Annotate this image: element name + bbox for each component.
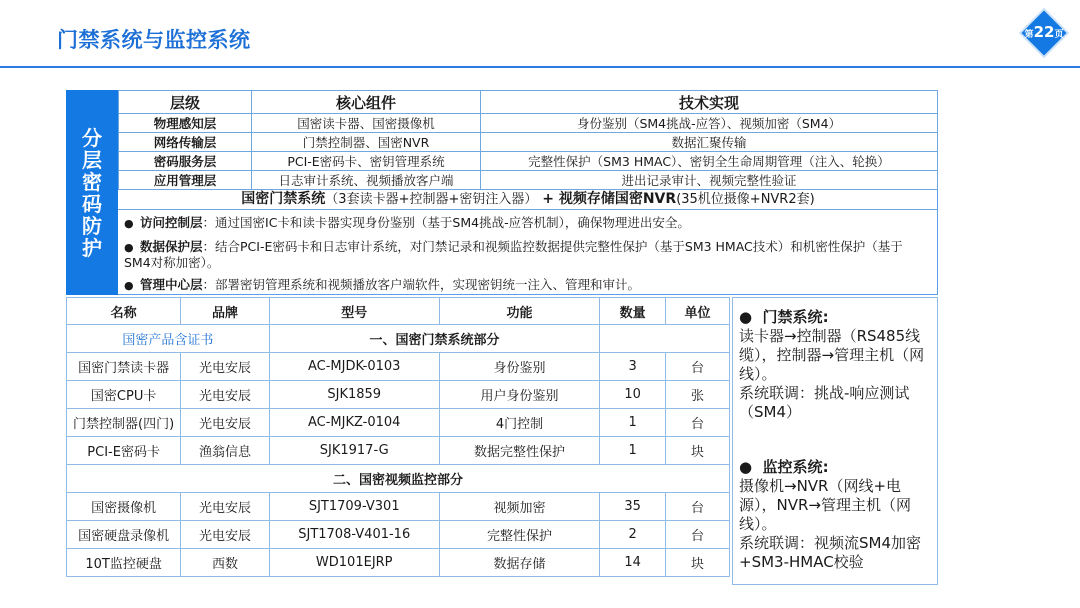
deployment-notes [732,297,938,585]
product-function: 完整性保护 [439,521,600,549]
components-cell: 日志审计系统、视频播放客户端 [252,171,481,190]
section-title-access: 一、国密门禁系统部分 [269,325,599,353]
section-row [67,325,730,353]
table-row [67,437,730,465]
components-cell: PCI-E密码卡、密钥管理系统 [252,152,481,171]
page-number: 22 [1033,23,1055,41]
summary-access: 国密门禁系统 [241,191,326,207]
bullet-icon: ● [739,308,763,326]
product-qty: 3 [600,353,666,381]
product-function: 视频加密 [439,493,600,521]
product-brand: 光电安辰 [181,353,270,381]
table-row [119,171,938,190]
summary-access-detail: （3套读卡器+控制器+密钥注入器） [325,192,538,207]
bullet-label: 数据保护层 [140,239,203,254]
tech-cell: 数据汇聚传输 [481,133,938,152]
components-cell: 国密读卡器、国密摄像机 [252,114,481,133]
bullet-item [124,239,924,270]
header-components: 核心组件 [252,91,481,114]
header-unit: 单位 [666,298,730,325]
product-name: 国密摄像机 [67,493,181,521]
product-brand: 光电安辰 [181,521,270,549]
product-model: SJK1859 [269,381,439,409]
table-row [119,133,938,152]
header-qty: 数量 [600,298,666,325]
table-row [119,152,938,171]
product-unit: 张 [666,381,730,409]
product-model: WD101EJRP [269,549,439,577]
product-function: 身份鉴别 [439,353,600,381]
bullet-item [124,215,924,231]
product-qty: 1 [600,437,666,465]
bullet-text: ：通过国密IC卡和读卡器实现身份鉴别（基于SM4挑战-应答机制），确保物理进出安全。 [202,215,690,230]
product-name: 国密硬盘录像机 [67,521,181,549]
sidebar-label: 分层密码防护 [66,90,118,295]
bullet-icon: ● [739,458,763,476]
header-model: 型号 [269,298,439,325]
bullet-label: 管理中心层 [140,277,203,292]
tech-cell: 进出记录审计、视频完整性验证 [481,171,938,190]
product-function: 用户身份鉴别 [439,381,600,409]
product-qty: 2 [600,521,666,549]
section-title-monitor: 二、国密视频监控部分 [67,465,730,493]
level-cell: 应用管理层 [119,171,252,190]
tech-cell: 身份鉴别（SM4挑战-应答）、视频加密（SM4） [481,114,938,133]
access-wiring: 读卡器→控制器（RS485线缆），控制器→管理主机（网线）。 [739,327,925,383]
bullet-text: ：结合PCI-E密码卡和日志审计系统，对门禁记录和视频监控数据提供完整性保护（基于SM3 HMAC技术）和机密性保护（基于SM4对称加密）。 [124,239,903,270]
product-qty: 35 [600,493,666,521]
bullet-icon: ● [124,241,134,254]
cert-link[interactable]: 国密产品含证书 [67,325,270,353]
system-summary [118,188,938,210]
product-unit: 块 [666,549,730,577]
monitor-test: 系统联调：视频流SM4加密+SM3-HMAC校验 [739,534,922,571]
table-row [119,114,938,133]
title-divider [0,66,1080,68]
product-qty: 1 [600,409,666,437]
table-row [67,353,730,381]
header-brand: 品牌 [181,298,270,325]
page-suffix: 页 [1054,30,1064,40]
empty-cell [600,325,730,353]
product-unit: 台 [666,521,730,549]
product-table-header [67,298,730,325]
product-model: AC-MJKZ-0104 [269,409,439,437]
product-model: SJT1709-V301 [269,493,439,521]
level-cell: 物理感知层 [119,114,252,133]
layer-table-header [119,91,938,114]
product-unit: 台 [666,493,730,521]
access-heading: ● 门禁系统: [739,308,829,326]
product-function: 数据存储 [439,549,600,577]
bullet-icon: ● [124,217,134,230]
product-brand: 光电安辰 [181,409,270,437]
product-brand: 光电安辰 [181,381,270,409]
level-cell: 网络传输层 [119,133,252,152]
summary-nvr-detail: (35机位摄像+NVR2套) [676,192,815,207]
header-function: 功能 [439,298,600,325]
product-model: AC-MJDK-0103 [269,353,439,381]
product-unit: 台 [666,353,730,381]
level-cell: 密码服务层 [119,152,252,171]
table-row [67,521,730,549]
section-row [67,465,730,493]
bullet-item [124,277,924,293]
page-title: 门禁系统与监控系统 [57,28,251,52]
header-tech: 技术实现 [481,91,938,114]
layer-table [118,90,938,190]
access-test: 系统联调：挑战-响应测试（SM4） [739,384,910,421]
product-name: PCI-E密码卡 [67,437,181,465]
product-qty: 14 [600,549,666,577]
product-table [66,297,730,577]
monitor-heading: ● 监控系统: [739,458,829,476]
table-row [67,381,730,409]
summary-plus: + [537,191,559,207]
page-prefix: 第 [1024,30,1034,40]
bullet-text: ：部署密钥管理系统和视频播放客户端软件，实现密钥统一注入、管理和审计。 [202,277,641,292]
header-name: 名称 [67,298,181,325]
table-row [67,493,730,521]
monitor-wiring: 摄像机→NVR（网线+电源），NVR→管理主机（网线）。 [739,477,911,533]
product-brand: 渔翁信息 [181,437,270,465]
product-name: 国密CPU卡 [67,381,181,409]
bullet-icon: ● [124,279,134,292]
table-row [67,549,730,577]
product-function: 4门控制 [439,409,600,437]
tech-cell: 完整性保护（SM3 HMAC）、密钥全生命周期管理（注入、轮换） [481,152,938,171]
spacer [739,422,931,458]
table-row [67,409,730,437]
product-unit: 台 [666,409,730,437]
product-brand: 西数 [181,549,270,577]
product-name: 10T监控硬盘 [67,549,181,577]
summary-nvr: 视频存储国密NVR [558,191,677,207]
product-model: SJK1917-G [269,437,439,465]
components-cell: 门禁控制器、国密NVR [252,133,481,152]
product-function: 数据完整性保护 [439,437,600,465]
product-brand: 光电安辰 [181,493,270,521]
header-level: 层级 [119,91,252,114]
bullet-label: 访问控制层 [140,215,203,230]
product-name: 门禁控制器(四门) [67,409,181,437]
product-qty: 10 [600,381,666,409]
product-model: SJT1708-V401-16 [269,521,439,549]
page-number-badge [1019,8,1069,58]
product-unit: 块 [666,437,730,465]
product-name: 国密门禁读卡器 [67,353,181,381]
